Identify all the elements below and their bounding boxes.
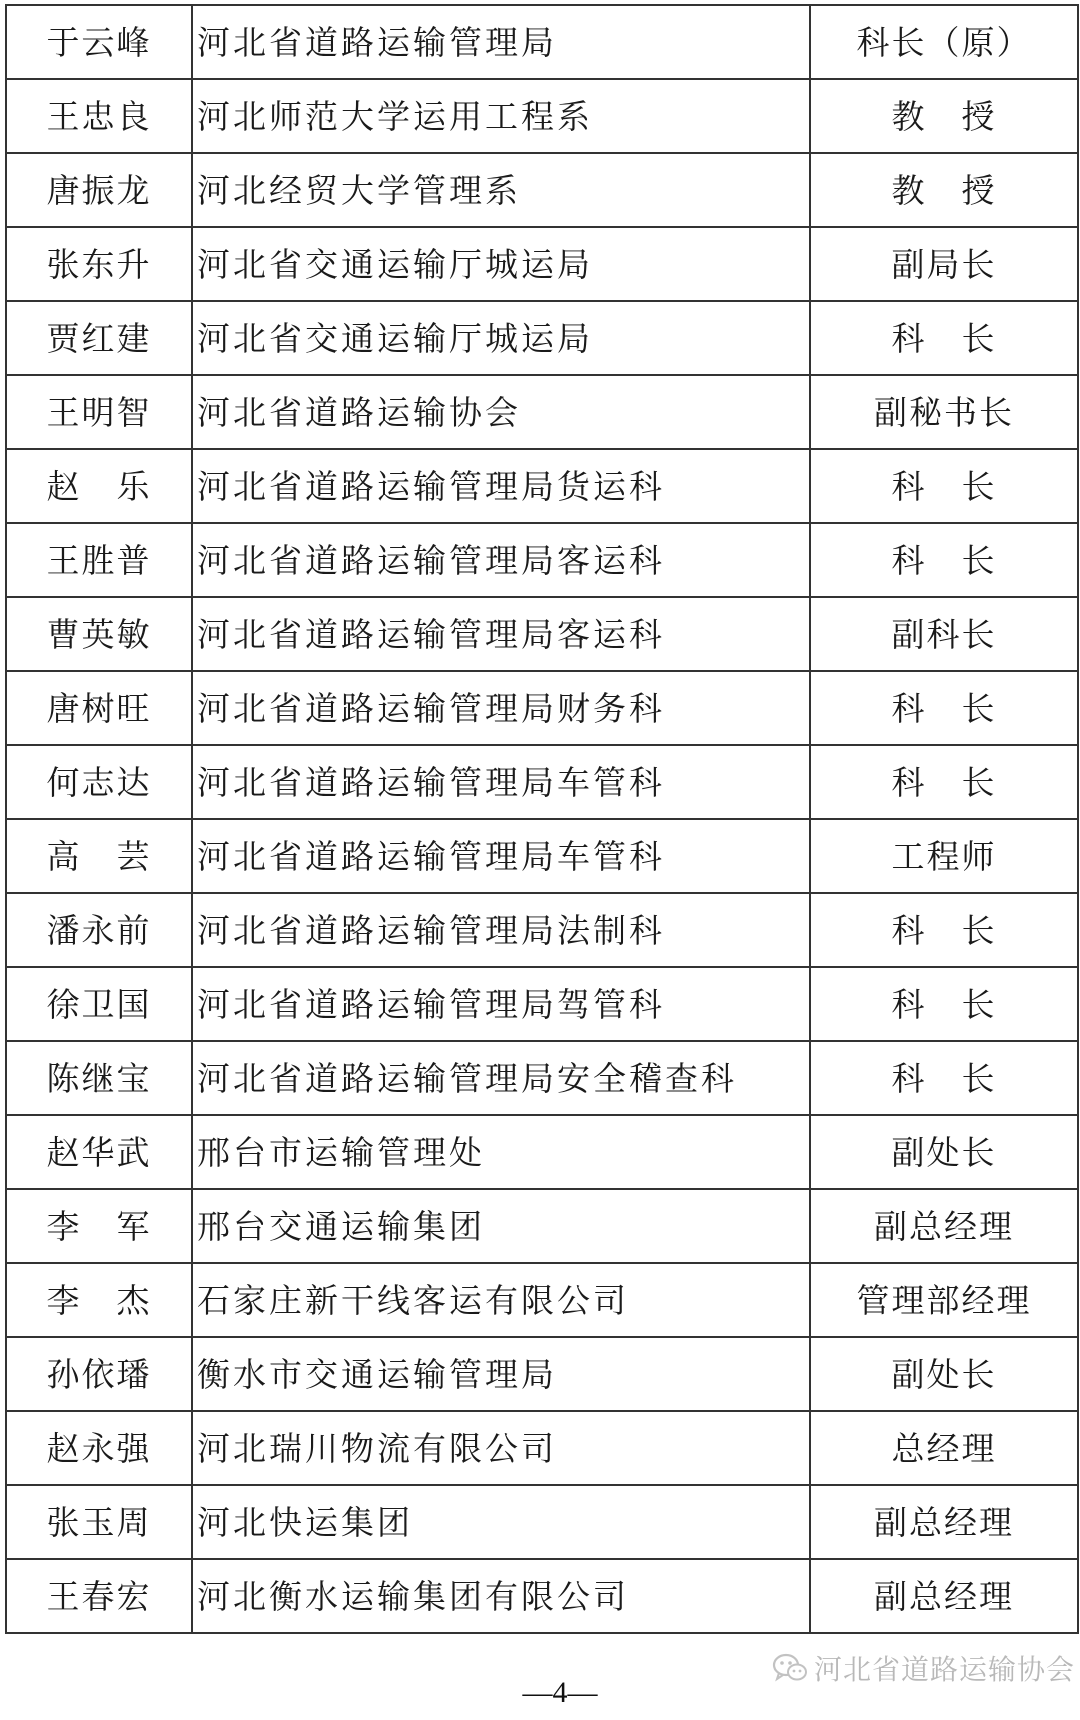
table-row xyxy=(6,1559,1078,1633)
member-title-cell: 工程师 xyxy=(810,819,1078,893)
table-row xyxy=(6,153,1078,227)
member-organization-cell: 河北省道路运输管理局 xyxy=(192,5,810,79)
member-title-cell: 副总经理 xyxy=(810,1189,1078,1263)
member-name-cell: 李 杰 xyxy=(6,1263,192,1337)
member-organization-cell: 河北省道路运输管理局法制科 xyxy=(192,893,810,967)
member-title-cell: 教 授 xyxy=(810,79,1078,153)
member-organization-cell: 邢台交通运输集团 xyxy=(192,1189,810,1263)
member-table-body xyxy=(6,5,1078,1633)
table-row xyxy=(6,597,1078,671)
member-title-cell: 总经理 xyxy=(810,1411,1078,1485)
table-row xyxy=(6,967,1078,1041)
member-title-cell: 科 长 xyxy=(810,1041,1078,1115)
member-name-cell: 于云峰 xyxy=(6,5,192,79)
member-name-cell: 唐振龙 xyxy=(6,153,192,227)
member-name-cell: 赵 乐 xyxy=(6,449,192,523)
member-name-cell: 王春宏 xyxy=(6,1559,192,1633)
table-row xyxy=(6,1263,1078,1337)
member-name-cell: 王胜普 xyxy=(6,523,192,597)
member-organization-cell: 邢台市运输管理处 xyxy=(192,1115,810,1189)
member-organization-cell: 河北省道路运输管理局车管科 xyxy=(192,745,810,819)
table-row xyxy=(6,1411,1078,1485)
member-name-cell: 张东升 xyxy=(6,227,192,301)
member-organization-cell: 河北快运集团 xyxy=(192,1485,810,1559)
member-name-cell: 孙依璠 xyxy=(6,1337,192,1411)
table-row xyxy=(6,5,1078,79)
table-row xyxy=(6,79,1078,153)
member-organization-cell: 河北省道路运输管理局客运科 xyxy=(192,597,810,671)
member-name-cell: 徐卫国 xyxy=(6,967,192,1041)
table-row xyxy=(6,1189,1078,1263)
member-organization-cell: 河北省交通运输厅城运局 xyxy=(192,227,810,301)
member-organization-cell: 河北省道路运输管理局货运科 xyxy=(192,449,810,523)
member-name-cell: 赵永强 xyxy=(6,1411,192,1485)
table-row xyxy=(6,893,1078,967)
table-row xyxy=(6,1485,1078,1559)
page-number: —4— xyxy=(522,1676,598,1709)
table-row xyxy=(6,1337,1078,1411)
member-title-cell: 科 长 xyxy=(810,893,1078,967)
member-name-cell: 张玉周 xyxy=(6,1485,192,1559)
member-title-cell: 管理部经理 xyxy=(810,1263,1078,1337)
member-name-cell: 何志达 xyxy=(6,745,192,819)
member-title-cell: 科 长 xyxy=(810,671,1078,745)
table-row xyxy=(6,1041,1078,1115)
member-organization-cell: 河北省交通运输厅城运局 xyxy=(192,301,810,375)
member-title-cell: 副处长 xyxy=(810,1115,1078,1189)
member-organization-cell: 河北师范大学运用工程系 xyxy=(192,79,810,153)
member-name-cell: 王忠良 xyxy=(6,79,192,153)
member-title-cell: 教 授 xyxy=(810,153,1078,227)
member-organization-cell: 河北经贸大学管理系 xyxy=(192,153,810,227)
member-organization-cell: 河北省道路运输管理局安全稽查科 xyxy=(192,1041,810,1115)
table-row xyxy=(6,523,1078,597)
member-organization-cell: 河北衡水运输集团有限公司 xyxy=(192,1559,810,1633)
member-organization-cell: 河北瑞川物流有限公司 xyxy=(192,1411,810,1485)
member-name-cell: 赵华武 xyxy=(6,1115,192,1189)
member-name-cell: 贾红建 xyxy=(6,301,192,375)
table-row xyxy=(6,745,1078,819)
member-title-cell: 科 长 xyxy=(810,745,1078,819)
member-name-cell: 潘永前 xyxy=(6,893,192,967)
table-row xyxy=(6,227,1078,301)
member-title-cell: 副局长 xyxy=(810,227,1078,301)
member-title-cell: 副科长 xyxy=(810,597,1078,671)
watermark-text: 河北省道路运输协会 xyxy=(814,1653,1076,1686)
member-name-cell: 李 军 xyxy=(6,1189,192,1263)
member-title-cell: 科 长 xyxy=(810,301,1078,375)
member-title-cell: 科 长 xyxy=(810,523,1078,597)
table-row xyxy=(6,819,1078,893)
member-name-cell: 曹英敏 xyxy=(6,597,192,671)
member-name-cell: 王明智 xyxy=(6,375,192,449)
member-name-cell: 陈继宝 xyxy=(6,1041,192,1115)
member-name-cell: 高 芸 xyxy=(6,819,192,893)
member-title-cell: 科长（原） xyxy=(810,5,1078,79)
member-title-cell: 科 长 xyxy=(810,449,1078,523)
member-organization-cell: 河北省道路运输管理局客运科 xyxy=(192,523,810,597)
member-title-cell: 副总经理 xyxy=(810,1485,1078,1559)
member-organization-cell: 河北省道路运输管理局驾管科 xyxy=(192,967,810,1041)
table-row xyxy=(6,449,1078,523)
table-row xyxy=(6,301,1078,375)
member-name-cell: 唐树旺 xyxy=(6,671,192,745)
table-row xyxy=(6,1115,1078,1189)
member-title-cell: 科 长 xyxy=(810,967,1078,1041)
member-title-cell: 副总经理 xyxy=(810,1559,1078,1633)
table-row xyxy=(6,375,1078,449)
member-organization-cell: 石家庄新干线客运有限公司 xyxy=(192,1263,810,1337)
member-organization-cell: 河北省道路运输管理局车管科 xyxy=(192,819,810,893)
member-organization-cell: 衡水市交通运输管理局 xyxy=(192,1337,810,1411)
member-title-cell: 副处长 xyxy=(810,1337,1078,1411)
member-title-cell: 副秘书长 xyxy=(810,375,1078,449)
member-organization-cell: 河北省道路运输协会 xyxy=(192,375,810,449)
table-row xyxy=(6,671,1078,745)
member-organization-cell: 河北省道路运输管理局财务科 xyxy=(192,671,810,745)
member-table xyxy=(5,4,1079,1634)
